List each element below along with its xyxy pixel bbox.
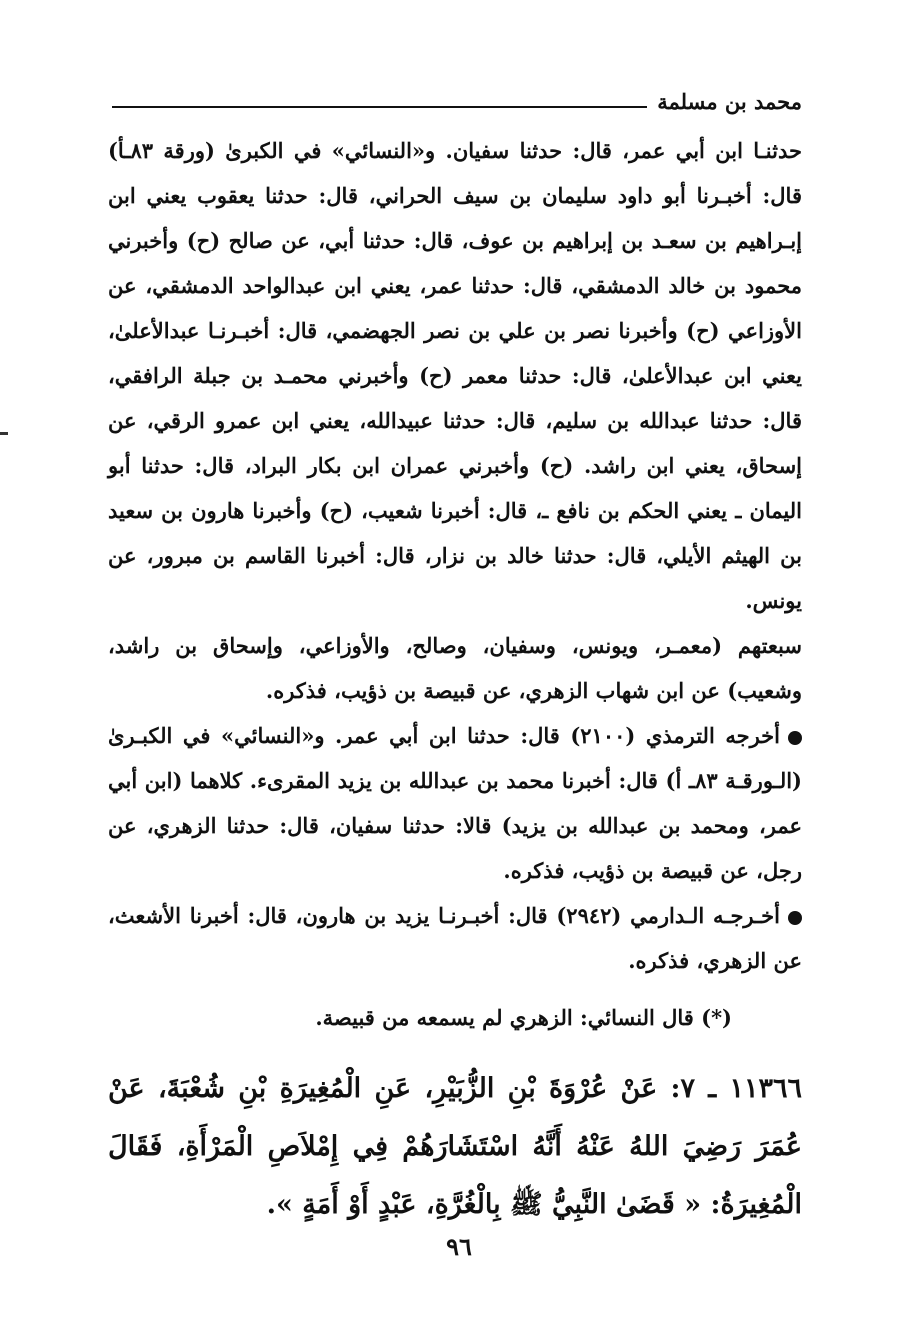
- page-body: [108, 128, 802, 1234]
- takhrij-note-text: أخـرجـه الـدارمي (٢٩٤٢) قال: أخبـرنـا يزيد بن هارون، قال: أخبرنا الأشعث، عن الزهري، فذكره.: [108, 903, 802, 973]
- page-header: [112, 88, 802, 128]
- summary-paragraph: سبعتهم (معمـر، ويونس، وسفيان، وصالح، والأوزاعي، وإسحاق بن راشد، وشعيب) عن ابن شهاب الزهري، عن قبيصة بن ذؤيب، فذكره.: [108, 633, 802, 703]
- isnad-paragraph: حدثنـا ابن أبي عمر، قال: حدثنا سفيان. و«النسائي» في الكبرىٰ (ورقة ٨٣ـأ) قال: أخبـرنا أبو داود سليمان بن سيف الحراني، قال: حدثنا يعقوب يعني ابن إبـراهيم بن سعـد بن إبراهيم بن عوف، قال: حدثنا أبي، عن صالح (ح) وأخبرني محمود بن خالد الدمشقي، قال: حدثنا عمر، يعني ابن عبدالواحد الدمشقي، عن الأوزاعي (ح) وأخبرنا نصر بن علي بن نصر الجهضمي، قال: أخبـرنـا عبدالأعلىٰ، يعني ابن عبدالأعلىٰ، قال: حدثنا معمر (ح) وأخبرني محمـد بن جبلة الرافقي، قال: حدثنا عبدالله بن سليم، قال: حدثنا عبيدالله، يعني ابن عمرو الرقي، عن إسحاق، يعني ابن راشد. (ح) وأخبرني عمران ابن بكار البراد، قال: حدثنا أبو اليمان ـ يعني الحكم بن نافع ـ، قال: أخبرنا شعيب، (ح) وأخبرنا هارون بن سعيد بن الهيثم الأيلي، قال: حدثنا خالد بن نزار، قال: أخبرنا القاسم بن مبرور، عن يونس.: [108, 138, 802, 613]
- takhrij-note: [108, 893, 802, 983]
- bullet-icon: [788, 911, 802, 925]
- takhrij-note-text: أخرجه الترمذي (٢١٠٠) قال: حدثنا ابن أبي عمر. و«النسائي» في الكبـرىٰ (الـورقـة ٨٣ـ أ) قال: أخبرنا محمد بن عبدالله بن يزيد المقرىء. كلاهما (ابن أبي عمر، ومحمد بن عبدالله بن يزيد) قالا: حدثنا سفيان، قال: حدثنا الزهري، عن رجل، عن قبيصة بن ذؤيب، فذكره.: [108, 723, 802, 883]
- edge-mark: [0, 432, 8, 435]
- bullet-icon: [788, 731, 802, 745]
- page-number: ٩٦: [446, 1232, 472, 1261]
- running-title: محمد بن مسلمة: [657, 89, 802, 114]
- asterisk-note: (*) قال النسائي: الزهري لم يسمعه من قبيصة.: [315, 1005, 732, 1030]
- hadith-text: ١١٣٦٦ ـ ٧: عَنْ عُرْوَةَ بْنِ الزُّبَيْرِ، عَنِ الْمُغِيرَةِ بْنِ شُعْبَةَ، عَنْ عُمَرَ رَضِيَ اللهُ عَنْهُ أَنَّهُ اسْتَشَارَهُمْ فِي إِمْلاَصِ الْمَرْأَةِ، فَقَالَ الْمُغِيرَةُ: « قَضَىٰ النَّبِيُّ ﷺ بِالْغُرَّةِ، عَبْدٍ أَوْ أَمَةٍ ».: [108, 1073, 802, 1220]
- takhrij-note: [108, 713, 802, 893]
- header-rule: [112, 106, 647, 108]
